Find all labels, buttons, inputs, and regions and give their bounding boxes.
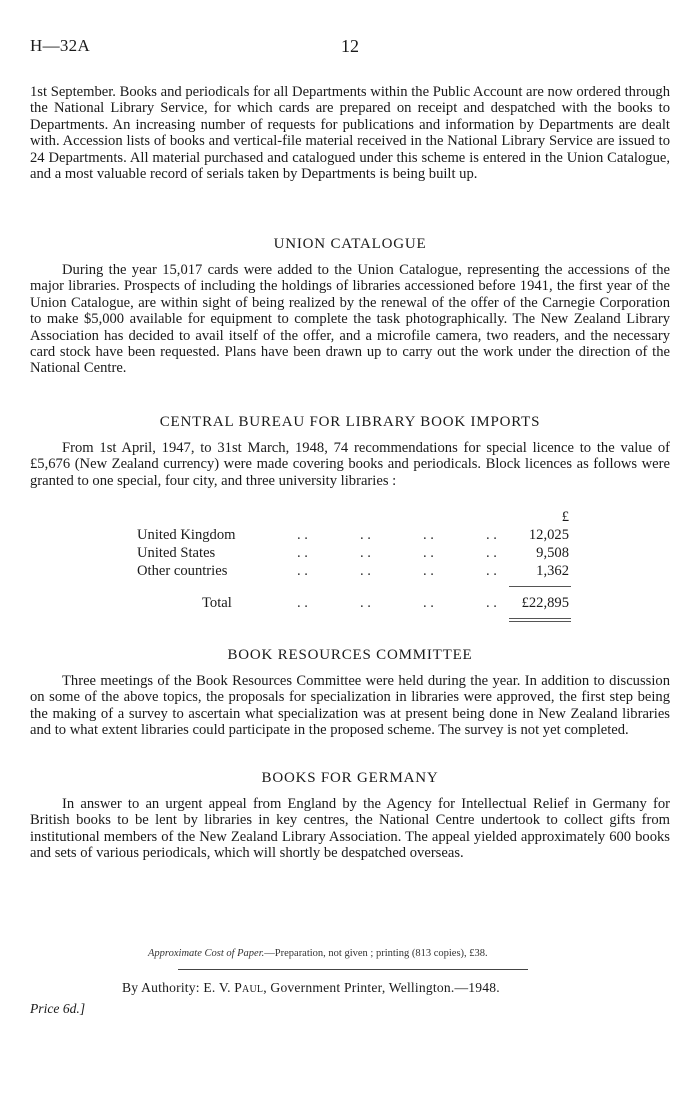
union-catalogue-section <box>30 262 670 377</box>
leader-dots: . . . . . . . . <box>297 595 497 611</box>
books-for-germany-section <box>30 796 670 862</box>
central-bureau-heading: CENTRAL BUREAU FOR LIBRARY BOOK IMPORTS <box>159 414 541 430</box>
row-value: 1,362 <box>536 563 569 579</box>
cost-label: Approximate Cost of Paper. <box>148 948 265 959</box>
central-bureau-section <box>30 440 670 489</box>
cost-of-paper-note <box>148 948 488 959</box>
subtotal-rule <box>509 586 571 587</box>
leader-dots: . . . . . . . . <box>297 545 497 561</box>
total-value: £22,895 <box>521 595 569 611</box>
currency-header-row <box>137 509 577 526</box>
imprint-name: E. V. Paul, <box>203 980 267 995</box>
leader-dots: . . . . . . . . <box>297 563 497 579</box>
union-catalogue-paragraph: During the year 15,017 cards were added to the Union Catalogue, representing the accessions of the major libraries. Prospects of including the holdings of libraries accessioned before 1941, the first year of the Union Catalogue, are within sight of being realized by the renewal of the offer of the Carnegie Corporation to make $5,000 available for equipment to complete the task photographically. The New Zealand Library Association has decided to avail itself of the offer, and a microfile camera, two readers, and the necessary card stock have been requested. Plans have been drawn up to carry out the work under the direction of the National Centre. <box>30 262 670 377</box>
total-label: Total <box>202 595 232 611</box>
books-for-germany-paragraph: In answer to an urgent appeal from England by the Agency for Intellectual Relief in Germany for British books to be lent by libraries in key centres, the National Centre undertook to collect gifts from institutional members of the New Zealand Library Association. The appeal yielded approximately 600 books and sets of various periodicals, which will shortly be despatched overseas. <box>30 796 670 862</box>
leader-dots: . . . . . . . . <box>297 527 497 543</box>
books-for-germany-heading: BOOKS FOR GERMANY <box>261 770 439 786</box>
union-catalogue-heading: UNION CATALOGUE <box>273 236 427 252</box>
book-resources-paragraph: Three meetings of the Book Resources Committee were held during the year. In addition to discussion on some of the above topics, the proposals for specialization in libraries were approved, the first step being the making of a survey to ascertain what specialization was at present being done in New Zealand libraries and to what extent libraries could participate in the proposed scheme. The survey is not yet completed. <box>30 673 670 739</box>
price-note: Price 6d.] <box>30 1001 86 1016</box>
table-row <box>137 563 577 580</box>
intro-paragraph: 1st September. Books and periodicals for all Departments within the Public Account are now ordered through the National Library Service, for which cards are prepared on receipt and despatched with the books to Departments. An increasing number of requests for publications and information by Departments are dealt with. Accession lists of books and vertical-file material received in the National Library Service are issued to 24 Departments. All material purchased and catalogued under this scheme is entered in the Union Catalogue, and a most valuable record of serials taken by Departments is being built up. <box>30 84 670 183</box>
row-label: United Kingdom <box>137 527 236 543</box>
central-bureau-paragraph: From 1st April, 1947, to 31st March, 1948, 74 recommendations for special licence to the value of £5,676 (New Zealand currency) were made covering books and periodicals. Block licences as follows were granted to one special, four city, and three university libraries : <box>30 440 670 489</box>
row-value: 12,025 <box>528 527 569 543</box>
imprint-prefix: By Authority: <box>122 980 200 995</box>
total-double-rule-top <box>509 618 571 619</box>
row-value: 9,508 <box>536 545 569 561</box>
cost-text: —Preparation, not given ; printing (813 copies), £38. <box>264 948 488 959</box>
total-double-rule-bottom <box>509 621 571 622</box>
page-number: 12 <box>341 36 359 56</box>
table-row <box>137 527 577 544</box>
intro-paragraph-block <box>30 84 670 182</box>
row-label: United States <box>137 545 216 561</box>
imprint-suffix: Government Printer, Wellington.—1948. <box>270 980 500 995</box>
book-resources-heading: BOOK RESOURCES COMMITTEE <box>227 647 473 663</box>
currency-symbol: £ <box>561 509 569 525</box>
imprint-rule <box>178 969 528 970</box>
imprint-line <box>122 980 500 996</box>
page-header <box>30 36 670 60</box>
total-row <box>137 595 577 612</box>
row-label: Other countries <box>137 563 228 579</box>
table-row <box>137 545 577 562</box>
document-reference: H—32A <box>30 36 91 55</box>
book-resources-section <box>30 673 670 739</box>
